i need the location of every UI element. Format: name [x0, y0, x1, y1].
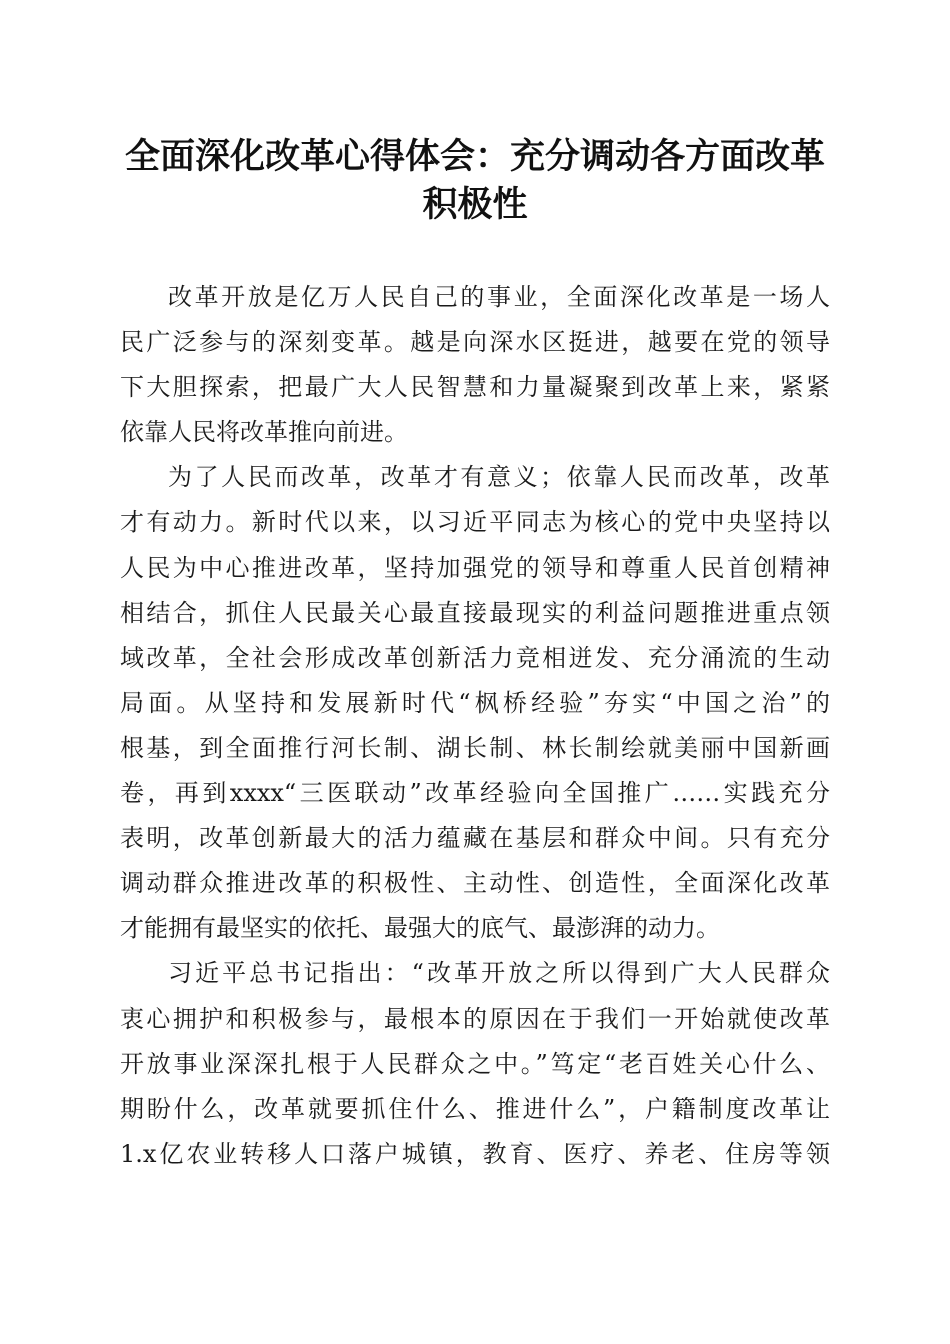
text-line: 才能拥有最坚实的依托、最强大的底气、最澎湃的动力。 [120, 914, 720, 943]
text-line: 为了人民而改革，改革才有意义；依靠人民而改革，改革 [168, 463, 830, 492]
text-line: 表明，改革创新最大的活力蕴藏在基层和群众中间。只有充分 [120, 824, 830, 853]
text-line: 依靠人民将改革推向前进。 [120, 418, 408, 447]
paragraph [120, 951, 830, 1176]
paragraph [120, 455, 830, 951]
document-body [120, 275, 830, 1177]
text-line: 开放事业深深扎根于人民群众之中。”笃定“老百姓关心什么、 [120, 1049, 830, 1078]
text-line: 人民为中心推进改革，坚持加强党的领导和尊重人民首创精神 [120, 553, 830, 582]
text-line: 1.x亿农业转移人口落户城镇，教育、医疗、养老、住房等领 [120, 1139, 830, 1168]
text-line: 局面。从坚持和发展新时代“枫桥经验”夯实“中国之治”的 [120, 688, 830, 717]
text-line: 域改革，全社会形成改革创新活力竞相迸发、充分涌流的生动 [120, 643, 830, 672]
title-line: 全面深化改革心得体会：充分调动各方面改革 [124, 136, 825, 177]
text-line: 期盼什么，改革就要抓住什么、推进什么”，户籍制度改革让 [120, 1094, 830, 1123]
text-line: 根基，到全面推行河长制、湖长制、林长制绘就美丽中国新画 [120, 733, 830, 762]
text-line: 调动群众推进改革的积极性、主动性、创造性，全面深化改革 [120, 869, 830, 898]
text-line: 衷心拥护和积极参与，最根本的原因在于我们一开始就使改革 [120, 1004, 830, 1033]
text-line: 习近平总书记指出：“改革开放之所以得到广大人民群众 [168, 959, 830, 988]
text-line: 相结合，抓住人民最关心最直接最现实的利益问题推进重点领 [120, 598, 830, 627]
title-line: 积极性 [422, 184, 528, 225]
text-line: 卷，再到xxxx“三医联动”改革经验向全国推广……实践充分 [120, 779, 830, 808]
text-line: 下大胆探索，把最广大人民智慧和力量凝聚到改革上来，紧紧 [120, 373, 830, 402]
document-title [110, 133, 840, 229]
text-line: 改革开放是亿万人民自己的事业，全面深化改革是一场人 [168, 283, 830, 311]
paragraph [120, 275, 830, 455]
text-line: 民广泛参与的深刻变革。越是向深水区挺进，越要在党的领导 [120, 328, 830, 357]
text-line: 才有动力。新时代以来，以习近平同志为核心的党中央坚持以 [120, 508, 830, 537]
